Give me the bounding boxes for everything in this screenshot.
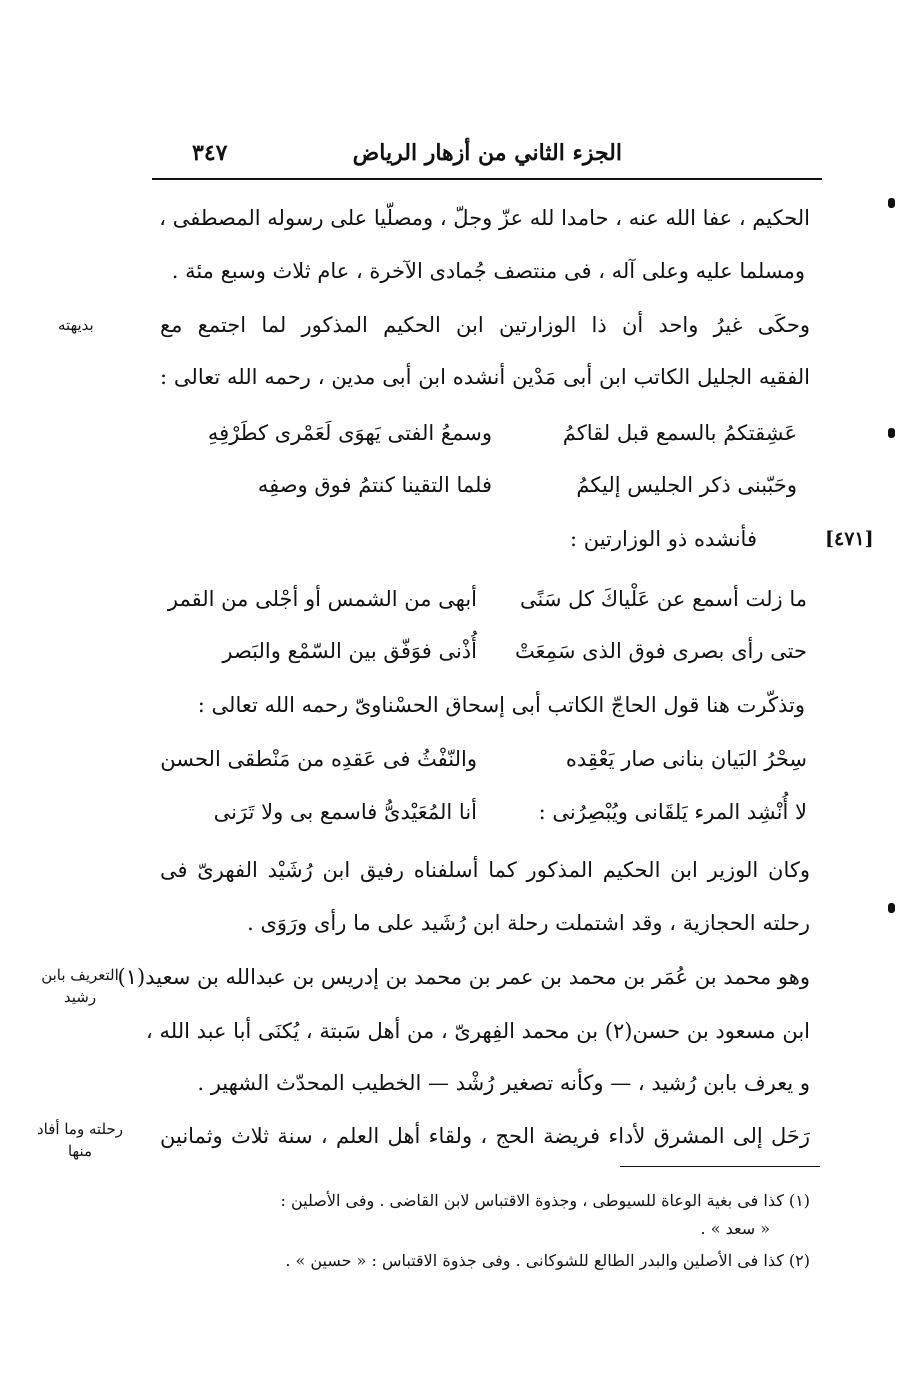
verse-intro: فأنشده ذو الوزارتين : [569,527,757,551]
paragraph-line: ابن مسعود بن حسن(٢) بن محمد الفِهرىّ ، من أهل سَبتة ، يُكنَى أبا عبد الله ، [146,1019,810,1043]
paragraph-line: وحكَى غيرُ واحد أن ذا الوزارتين ابن الحكيم المذكور لما اجتمع مع [160,313,810,337]
margin-note-badiha: بديهته [58,316,94,334]
footnote-rule [620,1166,820,1167]
verse-hemistich: والنّفْثُ فى عَقدِه من مَنْطقى الحسن [160,747,477,771]
verse-hemistich: حتى رأى بصرى فوق الذى سَمِعَتْ [514,639,807,663]
verse-hemistich: أنا المُعَيْدىُّ فاسمع بى ولا تَرَنى [213,800,477,824]
footnote-continuation: « سعد » . [700,1219,770,1238]
page-number: ٣٤٧ [192,140,228,166]
verse-hemistich: وسمعُ الفتى يَهوَى لَعَمْرى كطَرْفِهِ [207,421,492,445]
paragraph-line: الحكيم ، عفا الله عنه ، حامدا لله عزّ وجلّ ، ومصلّيا على رسوله المصطفى ، [159,206,810,230]
footnote: (٢) كذا فى الأصلين والبدر الطالع للشوكانى . وفى جذوة الاقتباس : « حسين » . [285,1251,810,1270]
verse-hemistich: فلما التقينا كنتمُ فوق وصفِه [257,473,492,497]
paragraph-line: وهو محمد بن عُمَر بن محمد بن عمر بن محمد بن إدريس بن عبدالله بن سعيد(١) [117,965,810,989]
paragraph-line: الفقيه الجليل الكاتب ابن أبى مَدْين أنشده ابن أبى مدين ، رحمه الله تعالى : [160,365,810,389]
page-header [152,138,822,180]
running-title: الجزء الثاني من أزهار الرياض [352,140,622,166]
verse-hemistich: أُذْنى فوَفّق بين السّمْع والبَصر [222,639,477,663]
verse-hemistich: وحَبّبنى ذكر الجليس إليكمُ [576,473,797,497]
verse-hemistich: عَشِقتكمُ بالسمع قبل لقاكمُ [562,421,797,445]
margin-note-tarif: التعريف بابن رشيد [41,966,119,1006]
paragraph-line: و يعرف بابن رُشيد ، — وكأنه تصغير رُشْد — الخطيب المحدّث الشهير . [197,1071,810,1095]
verse-hemistich: لا أُنْشِد المرء يَلقَانى ويُبْصِرُنى : [538,800,807,824]
paragraph-line: رَحَل إلى المشرق لأداء فريضة الحج ، ولقاء أهل العلم ، سنة ثلاث وثمانين [160,1124,810,1148]
paragraph-line: رحلته الحجازية ، وقد اشتملت رحلة ابن رُشَيد على ما رأى ورَوَى . [247,911,810,935]
margin-note-rihla: رحلته وما أفاد منها [36,1120,124,1160]
verse-hemistich: سِحْرُ البَيان بنانى صار يَعْقِده [565,747,807,771]
paragraph-line: وكان الوزير ابن الحكيم المذكور كما أسلفناه رفيق ابن رُشَيْد الفهرىّ فى [160,858,810,882]
scan-mark [888,198,895,208]
footnote: (١) كذا فى بغية الوعاة للسيوطى ، وجذوة الاقتباس لابن القاضى . وفى الأصلين : [280,1191,810,1210]
paragraph-line: وتذكّرت هنا قول الحاجّ الكاتب أبى إسحاق الحسْناوىّ رحمه الله تعالى : [197,693,805,717]
original-page-reference: [٤٧١] [825,528,874,550]
scan-mark [888,428,895,438]
verse-hemistich: أبهى من الشمس أو أجْلى من القمر [167,587,477,611]
verse-hemistich: ما زلت أسمع عن عَلْياكَ كل سَنًى [520,587,807,611]
scan-mark [888,903,895,913]
paragraph-line: ومسلما عليه وعلى آله ، فى منتصف جُمادى الآخرة ، عام ثلاث وسبع مئة . [171,259,805,283]
